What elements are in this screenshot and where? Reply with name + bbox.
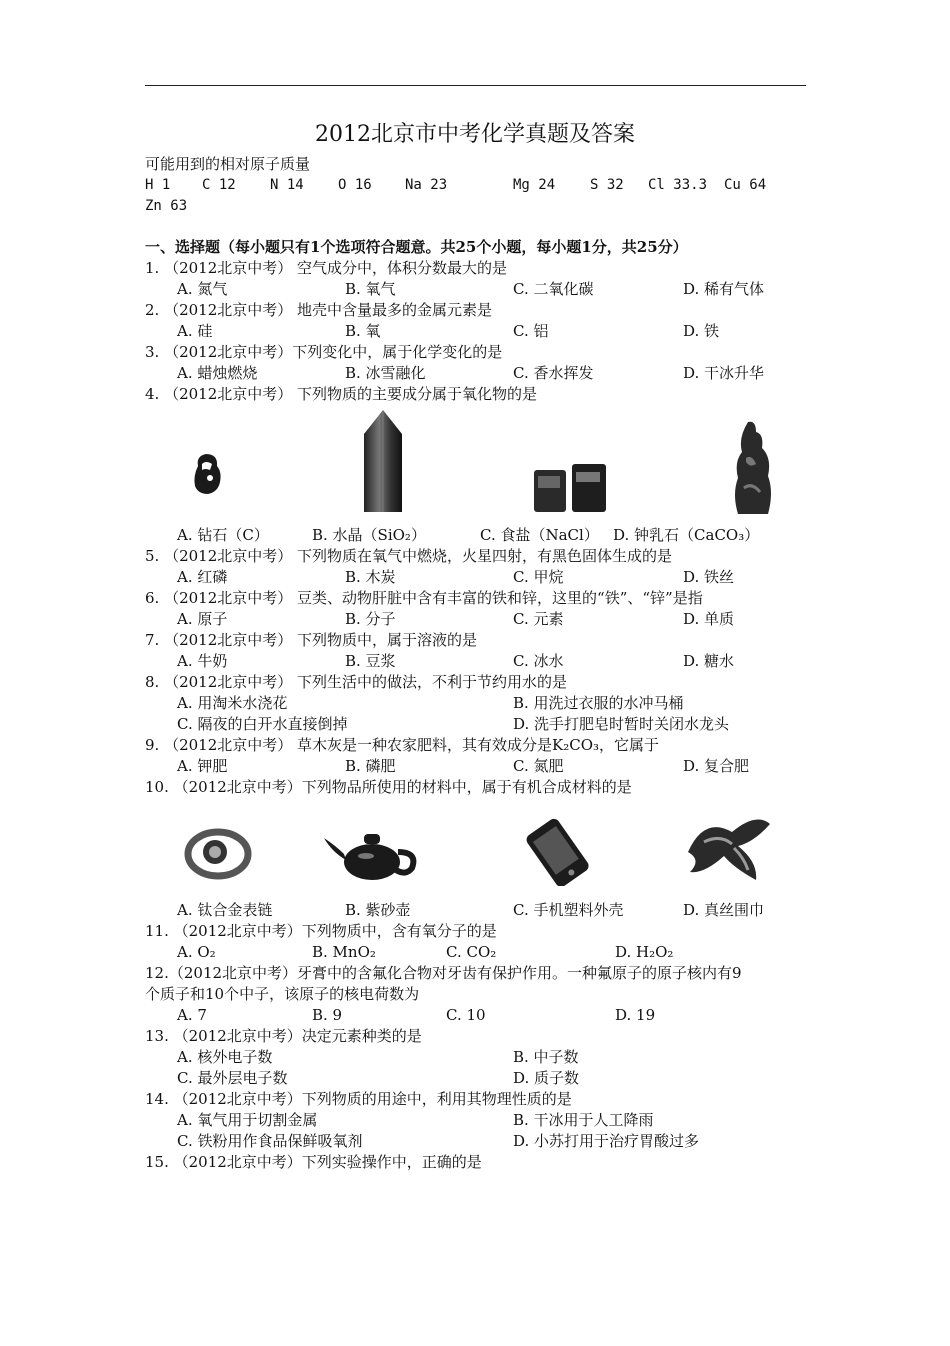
q8-option-b: B. 用洗过衣服的水冲马桶 xyxy=(513,694,684,712)
question-4: 4. （2012北京中考） 下列物质的主要成分属于氧化物的是 xyxy=(145,385,538,403)
q12-option-b: B. 9 xyxy=(312,1006,343,1024)
q2-option-d: D. 铁 xyxy=(683,322,720,340)
q11-option-d: D. H₂O₂ xyxy=(615,943,674,961)
q3-option-c: C. 香水挥发 xyxy=(513,364,594,382)
q13-option-a: A. 核外电子数 xyxy=(177,1048,273,1066)
atomic-mass-zn: Zn 63 xyxy=(145,198,188,214)
q4-option-a: A. 钻石（C） xyxy=(177,526,269,544)
q13-option-d: D. 质子数 xyxy=(513,1069,580,1087)
scarf-image xyxy=(684,812,774,884)
q3-option-b: B. 冰雪融化 xyxy=(345,364,426,382)
q12-option-c: C. 10 xyxy=(446,1006,486,1024)
diamond-image xyxy=(190,448,224,500)
atomic-mass-o: O 16 xyxy=(338,177,372,193)
q8-option-d: D. 洗手打肥皂时暂时关闭水龙头 xyxy=(513,715,730,733)
question-7: 7. （2012北京中考） 下列物质中，属于溶液的是 xyxy=(145,631,478,649)
question-1: 1. （2012北京中考） 空气成分中，体积分数最大的是 xyxy=(145,259,508,277)
question-11: 11. （2012北京中考）下列物质中，含有氧分子的是 xyxy=(145,922,497,940)
q2-option-c: C. 铝 xyxy=(513,322,549,340)
q6-option-a: A. 原子 xyxy=(177,610,228,628)
question-6: 6. （2012北京中考） 豆类、动物肝脏中含有丰富的铁和锌，这里的“铁”、“锌”是指 xyxy=(145,589,703,607)
atomic-mass-n: N 14 xyxy=(270,177,304,193)
atomic-mass-cu: Cu 64 xyxy=(724,177,767,193)
atomic-mass-mg: Mg 24 xyxy=(513,177,556,193)
q5-option-c: C. 甲烷 xyxy=(513,568,564,586)
q10-option-b: B. 紫砂壶 xyxy=(345,901,411,919)
q6-option-d: D. 单质 xyxy=(683,610,735,628)
stalactite-image xyxy=(730,418,776,518)
q13-option-b: B. 中子数 xyxy=(513,1048,579,1066)
question-2: 2. （2012北京中考） 地壳中含量最多的金属元素是 xyxy=(145,301,493,319)
q14-option-b: B. 干冰用于人工降雨 xyxy=(513,1111,654,1129)
question-5: 5. （2012北京中考） 下列物质在氧气中燃烧，火星四射，有黑色固体生成的是 xyxy=(145,547,673,565)
q3-option-d: D. 干冰升华 xyxy=(683,364,765,382)
crystal-image xyxy=(360,408,406,516)
q1-option-b: B. 氧气 xyxy=(345,280,396,298)
q8-option-a: A. 用淘米水浇花 xyxy=(177,694,288,712)
q9-option-d: D. 复合肥 xyxy=(683,757,750,775)
q4-option-b: B. 水晶（SiO₂） xyxy=(312,526,426,544)
q7-option-a: A. 牛奶 xyxy=(177,652,228,670)
q9-option-a: A. 钾肥 xyxy=(177,757,228,775)
q7-option-b: B. 豆浆 xyxy=(345,652,396,670)
atomic-mass-h: H 1 xyxy=(145,177,171,193)
question-12: 12.（2012北京中考）牙膏中的含氟化合物对牙齿有保护作用。一种氟原子的原子核内有9 xyxy=(145,964,742,982)
teapot-image xyxy=(322,824,418,884)
page-title: 2012北京市中考化学真题及答案 xyxy=(315,122,635,147)
atomic-mass-cl: Cl 33.3 xyxy=(648,177,708,193)
q6-option-b: B. 分子 xyxy=(345,610,396,628)
q6-option-c: C. 元素 xyxy=(513,610,564,628)
atomic-mass-c: C 12 xyxy=(202,177,236,193)
q8-option-c: C. 隔夜的白开水直接倒掉 xyxy=(177,715,348,733)
q7-option-d: D. 糖水 xyxy=(683,652,735,670)
q11-option-a: A. O₂ xyxy=(177,943,216,961)
q3-option-a: A. 蜡烛燃烧 xyxy=(177,364,258,382)
q10-option-a: A. 钛合金表链 xyxy=(177,901,273,919)
q2-option-b: B. 氧 xyxy=(345,322,381,340)
ring-image xyxy=(183,822,253,880)
q12-option-a: A. 7 xyxy=(177,1006,207,1024)
q4-option-d: D. 钟乳石（CaCO₃） xyxy=(613,526,760,544)
q12-option-d: D. 19 xyxy=(615,1006,656,1024)
atomic-mass-header: 可能用到的相对原子质量 xyxy=(145,155,311,173)
q9-option-b: B. 磷肥 xyxy=(345,757,396,775)
question-10: 10. （2012北京中考）下列物品所使用的材料中，属于有机合成材料的是 xyxy=(145,778,632,796)
q2-option-a: A. 硅 xyxy=(177,322,213,340)
atomic-mass-na: Na 23 xyxy=(405,177,448,193)
q9-option-c: C. 氮肥 xyxy=(513,757,564,775)
question-3: 3. （2012北京中考）下列变化中，属于化学变化的是 xyxy=(145,343,503,361)
question-14: 14. （2012北京中考）下列物质的用途中，利用其物理性质的是 xyxy=(145,1090,572,1108)
q13-option-c: C. 最外层电子数 xyxy=(177,1069,288,1087)
q14-option-a: A. 氧气用于切割金属 xyxy=(177,1111,318,1129)
q10-option-d: D. 真丝围巾 xyxy=(683,901,765,919)
atomic-mass-s: S 32 xyxy=(590,177,624,193)
question-9: 9. （2012北京中考） 草木灰是一种农家肥料，其有效成分是K₂CO₃，它属于 xyxy=(145,736,660,754)
question-8: 8. （2012北京中考） 下列生活中的做法，不利于节约用水的是 xyxy=(145,673,568,691)
q5-option-a: A. 红磷 xyxy=(177,568,228,586)
question-15: 15. （2012北京中考）下列实验操作中，正确的是 xyxy=(145,1153,482,1171)
question-12-continued: 个质子和10个中子，该原子的核电荷数为 xyxy=(145,985,420,1003)
q7-option-c: C. 冰水 xyxy=(513,652,564,670)
phone-image xyxy=(520,818,594,886)
q14-option-d: D. 小苏打用于治疗胃酸过多 xyxy=(513,1132,700,1150)
q5-option-b: B. 木炭 xyxy=(345,568,396,586)
question-13: 13. （2012北京中考）决定元素种类的是 xyxy=(145,1027,422,1045)
salt-image xyxy=(530,462,610,514)
section-title: 一、选择题（每小题只有1个选项符合题意。共25个小题，每小题1分，共25分） xyxy=(145,238,688,256)
q1-option-a: A. 氮气 xyxy=(177,280,228,298)
q4-option-c: C. 食盐（NaCl） xyxy=(480,526,599,544)
q11-option-c: C. CO₂ xyxy=(446,943,497,961)
header-rule xyxy=(145,85,806,86)
q1-option-c: C. 二氧化碳 xyxy=(513,280,594,298)
q14-option-c: C. 铁粉用作食品保鲜吸氧剂 xyxy=(177,1132,363,1150)
q5-option-d: D. 铁丝 xyxy=(683,568,735,586)
q1-option-d: D. 稀有气体 xyxy=(683,280,765,298)
q10-option-c: C. 手机塑料外壳 xyxy=(513,901,624,919)
q11-option-b: B. MnO₂ xyxy=(312,943,376,961)
